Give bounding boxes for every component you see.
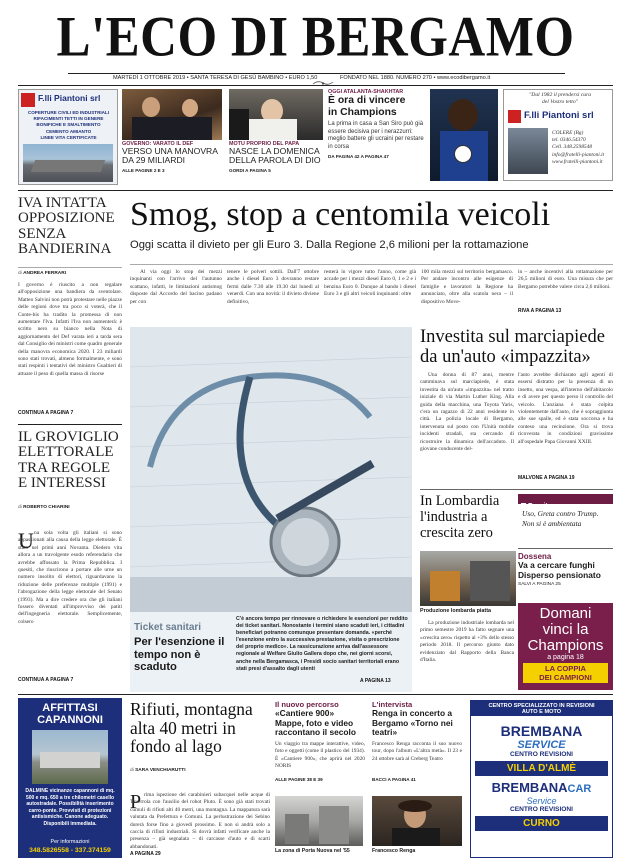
ad-left[interactable] (18, 89, 118, 185)
ad-right-tag-1: "Dal 1982 il prendersi cura (528, 92, 592, 98)
main-col-4: 100 mila mezzi sul territorio bergamasco. Per andare incontro alle esigenze di famiglie e lavoratori la Regione ha annunciato, oltre alla scatola nera – il dispositivo Move- (421, 269, 513, 305)
divider (518, 548, 613, 549)
editorial-2-author: ROBERTO CHIARINI (23, 504, 70, 510)
masthead-emblem (312, 74, 334, 81)
promo-line-2: vinci la (542, 621, 589, 638)
side-ref[interactable]: MALVONE A PAGINA 19 (518, 475, 575, 481)
editorial-1-author: ANDREA FERRARI (23, 270, 67, 276)
ad-brembana-sub-2: CENTRO REVISIONI (509, 806, 573, 813)
rifiuti-story: Rifiuti, montagna alta 40 metri in fondo al lago di SARA VENCHIARUTTI P rima ispezione dei carabinieri subacquei nelle acque di Taverrola con l'ausilio del robot Pluto. È sono già stati trovati cumuli di rifiuti alti 40 metri, una montagna. La mappatura sarà valutata da Prefettura e Comuni. La perlustrazione dei Sebino durerà forse fino a giovedì prossimo. E non si andrà solo a caccia di rifiuti industriali. Si dovrà infatti verificare anche la presenza – già segnalata – di carcasse d'auto e di scarti abbandonati. A PAGINA 29 (130, 699, 270, 857)
ad-right-line: COLERE (Bg) (552, 130, 584, 136)
dossena-ref: SALVI A PAGINA 25 (518, 582, 561, 588)
teaser-1-kicker: GOVERNO: VARATO IL DEF (122, 141, 194, 147)
main-col-5: in – anche incentivi alla rottamazione per 26,5 milioni di euro. Una misura che per Bergamo potrebbe valere circa 2,6 milioni. (518, 269, 613, 290)
ad-right-brand: F.lli Piantoni srl (524, 110, 594, 121)
teaser-3-ref: DA PAGINA 42 A PAGINA 47 (328, 154, 389, 160)
ad-right-line: www.fratelli-piantoni.it (552, 158, 603, 165)
editorial-2-cont[interactable]: CONTINUA A PAGINA 7 (18, 677, 74, 683)
ad-capannoni[interactable] (18, 698, 122, 858)
percorso-text: Un viaggio tra mappe interattive, video, foto e oggetti (come il plastico del 1934). È «Cantiere 900», che aprirà nel 2020 NORIS (275, 740, 365, 769)
teaser-1[interactable] (122, 141, 222, 173)
rifiuti-text: rima ispezione dei carabinieri subacquei nelle acque di Taverrola con l'ausilio del robot Pluto. È sono già stati trovati cumuli di rifiuti alti 40 metri, una montagna. La mappatura sarà valutata da Prefettura e Comuni. La perlustrazione dei Sebino durerà forse fino a giovedì prossimo. E non si andrà solo a caccia di rifiuti industriali. Si dovrà infatti verificare anche la presenza – già segnalata – di carcasse d'auto e di scarti abbandonati. (130, 792, 270, 849)
editorial-1-text: I governo è riuscito a non regalare all'opposizione una bandiera da sventolare. Matteo Salvini non potrà protestare nelle piazze delle regioni dove tra poco si voterà, che il Conte-bis ha tradito la promessa di non aumentare l'Iva. Infatti l'Iva non aumenterà: è scritto nero su bianco nella Nota di aggiornamento del Def varata ieri a tarda sera dal Consiglio dei ministri come quadro generale della manovra economica 2020. I 23 miliardi sono stati trovati, almeno formalmente, e sono stati respinti i tentativi del ministro Gualtieri di attuare il peso di quella massa di risorse (18, 282, 122, 377)
main-col-1: Al via oggi lo stop dei mezzi inquinanti con l'arrivo del l'autunno scattano, infatti, le limitazioni antismog disposte dal Accordo del bacino padano per con (130, 269, 222, 305)
ad-left-line: LINEE VITA CERTIFICATE (40, 134, 97, 140)
ad-left-line: RIFACIMENTI TETTI IN GENERE (33, 116, 104, 122)
teaser-3-title-1: È ora di vincere (328, 95, 406, 106)
drop-cap: P (130, 791, 142, 813)
ad-left-photo (23, 144, 113, 182)
main-col-2: tenere le polveri sottili. Dall'7 ottobre anche i diesel Euro 3 dovranno restare fermi dalle 7.30 alle 19.30 dal lunedì al venerdì. Con una novità: il divieto diviene definitivo, (227, 269, 319, 305)
promo-line-6: DEI CAMPIONI (539, 673, 592, 682)
ticket-title: Per l'esenzione il tempo non è scaduto (134, 636, 225, 674)
ad-right[interactable] (503, 89, 613, 181)
ad-brembana-header-2: AUTO E MOTO (521, 709, 562, 715)
bottom-rule (18, 694, 613, 695)
logo-icon (508, 110, 521, 123)
promo-line-1: Domani (539, 605, 592, 622)
main-photo (130, 327, 412, 612)
teaser-3-title-2: in Champions (328, 107, 397, 118)
ad-right-line: tel. 0346.54370 (552, 137, 586, 144)
divider (18, 424, 122, 425)
ad-right-tag-2: del Vostro tetto" (541, 99, 578, 105)
main-col-3: resterà in vigore tutto l'anno, come già accade per i mezzi diesel Euro 0, 1 e 2 e i benzina Euro 0. Dunque al bando i diesel Euro 3 e gli altri veicoli inquinanti: oltre (324, 269, 416, 298)
editorial-2-title: IL GROVIGLIO ELETTORALE TRA REGOLE E INTERESSI (18, 429, 119, 492)
ad-brembana-sub-1: CENTRO REVISIONI (509, 751, 573, 758)
masthead-dateline: MARTEDÌ 1 OTTOBRE 2019 • SANTA TERESA DI GESÙ BAMBINO • EURO 1,50 (113, 75, 318, 81)
teaser-3-text: La prima in casa a San Siro può già essere decisiva per i nerazzurri: meglio battere gli ucraini per restare in corsa (328, 121, 424, 150)
divider (420, 489, 613, 490)
side-col-2: l'auto avrebbe dichiarato agli agenti di essersi distratto per la presenza di un insetto, una vespa, all'interno dell'abitacolo e di avere per questo perso il controllo del veicolo. L'anziana è stata colpita violentemente dall'auto, che è sopraggiunta alle sue spalle, ed è stata soccorsa e ha conteso una recinzione. Ora si trova ricoverata in condizioni gravissime all'ospedale Papa Giovanni XXIII. (518, 372, 613, 445)
ad-left-line: CEMENTO AMIANTO (45, 128, 92, 134)
champions-promo[interactable] (518, 603, 613, 690)
teaser-2[interactable] (229, 141, 323, 173)
ticket-box[interactable] (130, 612, 412, 692)
ad-capannoni-text: DALMINE vicinanze capannoni di mq. 500 e mq. 650 a tre chilometri casello autostradale. Possibilità inserimento carro-ponte. Provvisti di protezioni antisismiche. Canone adeguato. Disponibili immediata. (25, 788, 115, 827)
ad-brembana-brand-2a: BREMBANA (491, 780, 568, 795)
lombardia-caption: Produzione lombarda piatta (420, 608, 491, 614)
editorial-2: IL GROVIGLIO ELETTORALE TRA REGOLE E INTERESSI di ROBERTO CHIARINI U na sola volta gli italiani si sono appassionati alla causa della legge elettorale. È stato nel primi anni Novanta. Diedero vita allora a un travolgente esodo referendario che avrebbe affossato la Prima Repubblica. I quesiti, che riuscirono a portare alle urne un numero insolito di elettori, riguardavano la riduzione delle preferenze multiple (1991) e l'abrogazione della legge elettorale del Senato (1993). Ma a dire credere ora che gli italiani fossero diventati all'improvviso dei patiti dell'ingegneria elettorale. Semplicemente, colsero CONTINUA A PAGINA 7 (18, 429, 122, 683)
teaser-2-photo (229, 89, 323, 140)
stethoscope-image (130, 327, 412, 612)
rifiuti-author: SARA VENCHIARUTTI (135, 767, 186, 773)
ticket-kicker: Ticket sanitari (134, 622, 202, 633)
prosit-label: Prosit (528, 503, 548, 510)
ad-right-line: Cell. 348.2598548 (552, 144, 592, 151)
dossena-title: Va a cercare funghi Disperso pensionato (518, 560, 601, 580)
masthead-title: L'ECO DI BERGAMO (56, 6, 575, 69)
editorial-1-cont[interactable]: CONTINUA A PAGINA 7 (18, 410, 74, 416)
intervista-kicker: L'intervista (372, 700, 413, 709)
editorial-1: IVA INTATTA OPPOSIZIONE SENZA BANDIERINA di ANDREA FERRARI I governo è riuscito a non regalare all'opposizione una bandiera da sventolare. Matteo Salvini non potrà protestare nelle piazze delle regioni dove tra poco si voterà, che il Conte-bis ha tradito la promessa di non aumentare l'Iva. Infatti l'Iva non aumenterà: è scritto nero su bianco nella Nota di aggiornamento del Def varata ieri a tarda sera dal Consiglio dei ministri come quadro generale della manovra economica 2020. I 23 miliardi sono stati trovati, almeno formalmente, e sono stati respinti i tentativi del ministro Gualtieri di attuare il peso di quella massa di risorse CONTINUA A PAGINA 7 (18, 195, 122, 416)
dossena-box[interactable] (518, 552, 613, 600)
percorso-title: «Cantiere 900» Mappe, foto e video raccontano il secolo (275, 708, 356, 738)
percorso-story[interactable] (275, 700, 365, 858)
masthead-founded: FONDATO NEL 1880. NUMERO 270 • www.ecodibergamo.it (340, 75, 491, 81)
ticket-text: C'è ancora tempo per rinnovare o richiedere le esenzioni per reddito dei ticket sanitari. Nonostante i termini siano scaduti ieri, i cittadini beneficiari potranno comunque presentare domanda. «perché l'esenzione entro la successiva prestazione, visita o prescrizione del proprio medico». La rassicurazione arriva dall'assessore regionale al Welfare Giulio Gallera dopo che, nei giorni scorsi, anche nella Bergamasca, i Presidi socio sanitari territoriali erano stati presi d'assalto dagli utenti (236, 616, 408, 672)
teaser-1-title: VERSO UNA MANOVRA DA 29 MILIARDI (122, 146, 218, 166)
ad-capannoni-title-2: CAPANNONI (37, 714, 103, 726)
top-rule (18, 85, 613, 86)
square-icon (521, 503, 526, 508)
teaser-2-title: NASCE LA DOMENICA DELLA PAROLA DI DIO (229, 146, 321, 166)
ticket-ref[interactable]: A PAGINA 13 (360, 678, 391, 684)
ad-brembana-brand-2b: CAR (567, 783, 592, 795)
divider (130, 264, 613, 265)
lombardia-col-1: La produzione industriale lombarda nel primo semestre 2019 ha fatto segnare una «crescita zero» rispetto al +3% dello stesso periodo 2018. Il percorso giunto dato evidenziato dal Rapporto della Banca d'Italia. (420, 620, 514, 664)
side-col-1: Una donna di 87 anni, mentre camminava sul marciapiede, è stata investita da un'auto «impazzita» nel tratto iniziale di via Martin Luther King. Alla guida della macchina, una Toyota Yaris, c'era un ragazzo di 22 anni residente in città. La polizia locale di Bergamo, intervenuta sul posto con l'Unità mobile incidenti stradali, sta cercando di ricostruire la dinamica dell'accaduto. Il giovane conducente del- (420, 372, 514, 453)
prosit-text-1: Uso, Greta contro Trump. (522, 509, 599, 518)
intervista-ref: BACCI A PAGINA 41 (372, 776, 416, 782)
teaser-2-ref: GORDI A PAGINA 5 (229, 167, 271, 173)
divider (18, 267, 122, 268)
prosit-box[interactable] (518, 494, 613, 542)
prosit-text-2: Non si è ambientata (522, 519, 582, 528)
teaser-3-photo (430, 89, 498, 181)
promo-line-5: LA COPPIA (544, 664, 587, 673)
intervista-story[interactable] (372, 700, 464, 858)
ad-right-line: info@fratelli-piantoni.it (552, 151, 605, 158)
rifiuti-ref[interactable]: A PAGINA 29 (130, 851, 161, 857)
ad-left-line: BONIFICHE E SMALTIMENTO (36, 122, 101, 128)
intervista-text: Francesco Renga racconta il suo nuovo tour, dopo l'album «L'altra metà». Il 23 e 24 ottobre sarà al Creberg Teatro (372, 740, 462, 762)
ad-right-photo (508, 128, 548, 174)
masthead (0, 0, 631, 84)
ad-brembana-brand-2c: Service (526, 796, 557, 806)
percorso-caption: La zona di Porta Nuova nel '55 (275, 848, 350, 854)
ad-brembana[interactable] (470, 700, 613, 858)
rifiuti-title: Rifiuti, montagna alta 40 metri in fondo al lago (130, 699, 253, 757)
teaser-1-photo (122, 89, 222, 140)
dossena-kicker: Dossena (518, 552, 552, 561)
side-title: Investita sul marciapiede da un'auto «impazzita» (420, 327, 605, 367)
main-ref[interactable]: RIVA A PAGINA 13 (518, 308, 562, 314)
drop-cap: U (18, 528, 34, 553)
logo-icon (21, 93, 35, 107)
ad-brembana-town-2: CURNO (523, 818, 560, 829)
teaser-1-ref: ALLE PAGINE 2 E 3 (122, 167, 165, 173)
percorso-kicker: Il nuovo percorso (275, 700, 339, 709)
main-title: Smog, stop a centomila veicoli (130, 196, 551, 233)
ad-capannoni-photo (32, 730, 108, 784)
percorso-photo (275, 796, 363, 846)
ad-left-line: COPERTURE CIVILI ED INDUSTRIALI (27, 110, 110, 115)
ad-brembana-brand-1b: SERVICE (517, 739, 566, 751)
teaser-3-kicker: OGGI ATALANTA-SHAKHTAR (328, 89, 404, 95)
percorso-ref: ALLE PAGINE 38 E 39 (275, 776, 323, 782)
intervista-photo (372, 796, 462, 846)
main-subtitle: Oggi scatta il divieto per gli Euro 3. Dalla Regione 2,6 milioni per la rottamazione (130, 239, 529, 251)
intervista-title: Renga in concerto a Bergamo «Torno nei teatri» (372, 708, 453, 738)
ad-brembana-header-1: CENTRO SPECIALIZZATO IN REVISIONI (488, 703, 595, 709)
intervista-caption: Francesco Renga (372, 848, 416, 854)
editorial-2-text: na sola volta gli italiani si sono appassionati alla causa della legge elettorale. È stato nel primi anni Novanta. Diedero vita allora a un travolgente esodo referendario che avrebbe affossato la Prima Repubblica. I quesiti, che riuscirono a portare alle urne un numero insolito di elettori, riguardavano la riduzione delle preferenze multiple (1991) e l'abrogazione della legge elettorale del Senato (1993). Ma a dire credere ora che gli italiani fossero diventati all'improvviso dei patiti dell'ingegneria elettorale. Semplicemente, colsero (18, 530, 122, 625)
lombardia-photo (420, 551, 516, 606)
ad-capannoni-phone: 348.5826558 - 337.374159 (29, 847, 111, 854)
lombardia-title: In Lombardia l'industria a crescita zero (420, 493, 500, 541)
teaser-2-kicker: MOTU PROPRIO DEL PAPA (229, 141, 300, 147)
ad-brembana-town-1: VILLA D'ALMÈ (506, 763, 577, 774)
ad-capannoni-title-1: AFFITTASI (42, 702, 98, 714)
strip-rule (18, 190, 613, 191)
ad-brembana-brand-1a: BREMBANA (500, 723, 583, 739)
promo-line-4: a pagina 18 (547, 654, 584, 661)
promo-line-3: Champions (527, 637, 604, 654)
ad-left-brand: F.lli Piantoni srl (38, 93, 101, 103)
ad-capannoni-info: Per informazioni (50, 839, 90, 845)
editorial-1-title: IVA INTATTA OPPOSIZIONE SENZA BANDIERINA (18, 195, 115, 258)
